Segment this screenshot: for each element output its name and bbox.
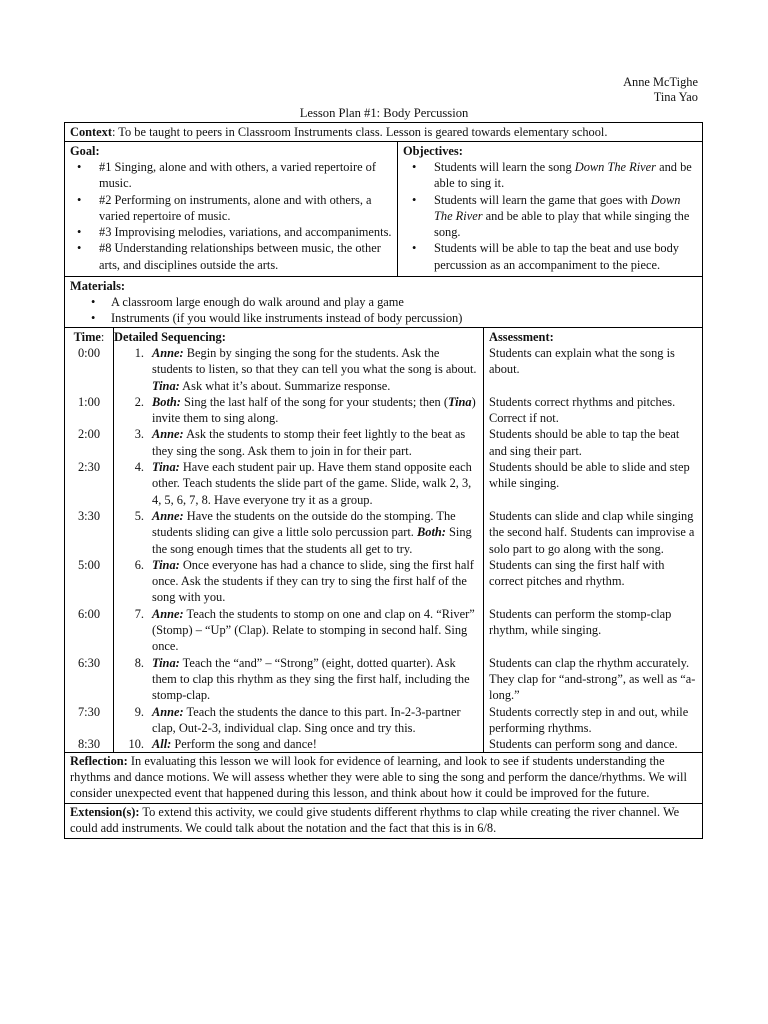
- time-cell: 1:00: [65, 394, 114, 427]
- step-instruction: Perform the song and dance!: [171, 737, 317, 752]
- step-cell: [114, 394, 484, 427]
- step-text: [152, 508, 483, 557]
- sequence-row: [65, 736, 702, 752]
- step-text: [152, 459, 483, 508]
- goal-item: • #2 Performing on instruments, alone and with others, a varied repertoire of music.: [65, 192, 397, 225]
- objective-text: Students will learn the game that goes with: [434, 192, 651, 207]
- speaker-label: Both:: [416, 525, 446, 540]
- time-cell: 8:30: [65, 736, 114, 752]
- assessment-cell: Students correctly step in and out, while performing rhythms.: [489, 704, 689, 735]
- assessment-cell: Students should be able to slide and step while singing.: [489, 460, 690, 491]
- song-title: Down The River: [574, 160, 656, 174]
- speaker-label: Anne:: [152, 427, 184, 442]
- objective-text: and be able to sing it.: [434, 160, 692, 191]
- step-instruction: Teach the “and” – “Strong” (eight, dotted quarter). Ask them to clap this rhythm as they sing the first half, including the stomp-clap.: [152, 655, 470, 703]
- step-cell: [114, 736, 484, 752]
- sequence-row: [65, 345, 702, 394]
- time-cell: 2:00: [65, 426, 114, 459]
- step-cell: [114, 704, 484, 737]
- assessment-cell: Students can explain what the song is about.: [489, 345, 675, 377]
- song-title: Down The River: [434, 192, 681, 223]
- sequence-table: [65, 328, 702, 753]
- sequence-row: [65, 394, 702, 427]
- objective-text: and be able to play that while singing the song.: [434, 208, 690, 240]
- extension-text: To extend this activity, we could give students different rhythms to clap while creating the river channel. We could add instruments. We could talk about the notation and the fact that this is in 6/8.: [70, 805, 680, 836]
- step-cell: [114, 655, 484, 704]
- assessment-cell: Students correct rhythms and pitches. Correct if not.: [489, 394, 676, 426]
- step-number: 2.: [134, 394, 144, 409]
- time-cell: 7:30: [65, 704, 114, 737]
- context-text: : To be taught to peers in Classroom Instruments class. Lesson is geared towards elementary school.: [111, 125, 608, 139]
- context-label: Context: [70, 125, 112, 139]
- goal-objectives-row: [65, 142, 702, 277]
- step-number: 10.: [128, 737, 144, 752]
- objective-item: [398, 240, 696, 273]
- step-number: 6.: [134, 557, 144, 572]
- step-text: [152, 426, 483, 459]
- step-cell: [114, 606, 484, 655]
- step-number: 8.: [134, 655, 144, 670]
- objective-text: Students will learn the song: [434, 160, 575, 174]
- step-text: [152, 655, 483, 704]
- step-instruction: Have each student pair up. Have them stand opposite each other. Teach students the slide part of the game. Slide, walk 2, 3, 4, 5, 6, 7, 8. Have everyone try it as a group.: [152, 460, 472, 507]
- speaker-label: Tina:: [152, 378, 180, 393]
- sequence-section: [65, 328, 702, 754]
- step-instruction: ) invite them to sing along.: [152, 394, 476, 426]
- sequence-row: [65, 557, 702, 606]
- step-cell: [114, 459, 484, 508]
- step-item: [114, 459, 483, 508]
- step-instruction: Ask the students to stomp their feet lightly to the beat as they sing the song. Ask them to join in for their part.: [152, 427, 466, 458]
- goal-item: • #3 Improvising melodies, variations, and accompaniments.: [65, 224, 397, 240]
- author-name: Tina Yao: [653, 90, 698, 104]
- time-cell: 6:30: [65, 655, 114, 704]
- step-text: [152, 704, 483, 737]
- speaker-label: Tina:: [152, 557, 180, 572]
- step-item: [114, 345, 483, 394]
- step-item: [114, 655, 483, 704]
- time-cell: 0:00: [65, 345, 114, 394]
- speaker-label: Anne:: [152, 606, 184, 621]
- materials-list: [65, 294, 702, 327]
- step-number: 9.: [134, 704, 144, 719]
- objectives-cell: [398, 142, 702, 276]
- speaker-label: Anne:: [152, 704, 184, 719]
- assessment-cell: Students should be able to tap the beat and sing their part.: [489, 427, 680, 458]
- assessment-cell: Students can perform song and dance.: [489, 737, 678, 752]
- step-text: [152, 394, 483, 427]
- extension-row: [65, 804, 702, 838]
- step-item: [114, 704, 483, 737]
- goal-cell: [65, 142, 398, 276]
- step-number: 5.: [134, 508, 144, 523]
- speaker-label: Tina:: [152, 655, 180, 670]
- step-text: [152, 345, 483, 394]
- sequence-row: [65, 655, 702, 704]
- context-row: [65, 123, 702, 142]
- author-name: Anne McTighe: [623, 75, 698, 89]
- assessment-cell: Students can slide and clap while singing the second half. Students can improvise a solo part to go along with the song.: [489, 508, 695, 556]
- reflection-text: In evaluating this lesson we will look for evidence of learning, and look to see if students understanding the rhythms and dance motions. We will assess whether they were able to sing the song and perform the dance/rhythms. We will consider unexpected event that happened during this lesson, and think about how it could be improved for the future.: [70, 754, 687, 801]
- speaker-label: Both:: [152, 394, 181, 409]
- step-item: [114, 508, 483, 557]
- step-number: 3.: [134, 427, 144, 442]
- step-item: [114, 394, 483, 427]
- assessment-header: Assessment:: [489, 329, 554, 344]
- objective-item: [398, 192, 696, 241]
- time-cell: 3:30: [65, 508, 114, 557]
- step-instruction: Teach the students to stomp on one and clap on 4. “River” (Stomp) – “Up” (Clap). Relate to stomping in second half. Sing once.: [152, 606, 475, 654]
- speaker-label: All:: [152, 737, 172, 752]
- step-item: [114, 557, 483, 606]
- author-block: [623, 75, 698, 105]
- document-title: Lesson Plan #1: Body Percussion: [299, 106, 469, 120]
- goal-item: • #8 Understanding relationships between music, the other arts, and disciplines outside the arts.: [65, 240, 397, 273]
- sequence-row: [65, 459, 702, 508]
- sequence-row: [65, 606, 702, 655]
- step-instruction: Have the students on the outside do the stomping. The students sliding can give a little solo percussion part.: [152, 508, 456, 540]
- step-item: [114, 426, 483, 459]
- step-text: [152, 606, 483, 655]
- time-header: Time:: [65, 328, 114, 345]
- step-item: [114, 736, 483, 752]
- step-text: [152, 736, 483, 752]
- step-instruction: Ask what it’s about. Summarize response.: [179, 378, 391, 393]
- step-instruction: Begin by singing the song for the students. Ask the students to listen, so that they can tell you what the song is about.: [152, 345, 477, 377]
- step-item: [114, 606, 483, 655]
- step-number: 7.: [134, 606, 144, 621]
- steps-header: Detailed Sequencing:: [114, 328, 484, 345]
- step-number: 4.: [134, 460, 144, 475]
- lesson-plan-table: [64, 122, 703, 839]
- assessment-cell: Students can sing the first half with correct pitches and rhythm.: [489, 557, 665, 589]
- material-item: • Instruments (if you would like instruments instead of body percussion): [65, 310, 702, 326]
- objectives-label: Objectives:: [403, 144, 463, 158]
- time-cell: 6:00: [65, 606, 114, 655]
- extension-label: Extension(s):: [70, 805, 140, 820]
- sequence-row: [65, 704, 702, 737]
- objective-item: [398, 159, 696, 192]
- step-instruction: Teach the students the dance to this part. In-2-3-partner clap, Out-2-3, individual clap. Sing once and try this.: [152, 704, 461, 735]
- materials-row: [65, 277, 702, 328]
- speaker-label: Anne:: [152, 345, 184, 360]
- objectives-list: [398, 159, 696, 273]
- speaker-label: Anne:: [152, 508, 184, 523]
- speaker-label: Tina:: [152, 460, 180, 475]
- objective-text: Students will be able to tap the beat and use body percussion as an accompaniment to the piece.: [434, 241, 680, 272]
- goal-label: Goal:: [70, 144, 100, 158]
- time-cell: 5:00: [65, 557, 114, 606]
- step-cell: [114, 508, 484, 557]
- step-instruction: Sing the last half of the song for your students; then (: [180, 394, 448, 409]
- sequence-header-row: [65, 328, 702, 345]
- time-cell: 2:30: [65, 459, 114, 508]
- step-cell: [114, 557, 484, 606]
- step-cell: [114, 345, 484, 394]
- sequence-row: [65, 508, 702, 557]
- assessment-cell: Students can clap the rhythm accurately. They clap for “and-strong”, as well as “a-long.”: [489, 655, 696, 703]
- speaker-label: Tina: [447, 394, 472, 409]
- goal-list: [65, 159, 397, 273]
- reflection-label: Reflection:: [70, 754, 128, 769]
- reflection-row: [65, 753, 702, 804]
- step-number: 1.: [134, 345, 144, 360]
- step-text: [152, 557, 483, 606]
- materials-label: Materials:: [70, 279, 126, 294]
- step-instruction: Sing the song enough times that the students all get to try.: [152, 525, 472, 556]
- material-item: • A classroom large enough do walk around and play a game: [65, 294, 702, 310]
- sequence-row: [65, 426, 702, 459]
- step-cell: [114, 426, 484, 459]
- step-instruction: Once everyone has had a chance to slide, sing the first half once. Ask the students if they can try to sing the first half of the song with you.: [152, 557, 474, 605]
- assessment-cell: Students can perform the stomp-clap rhythm, while singing.: [489, 606, 672, 638]
- goal-item: • #1 Singing, alone and with others, a varied repertoire of music.: [65, 159, 397, 192]
